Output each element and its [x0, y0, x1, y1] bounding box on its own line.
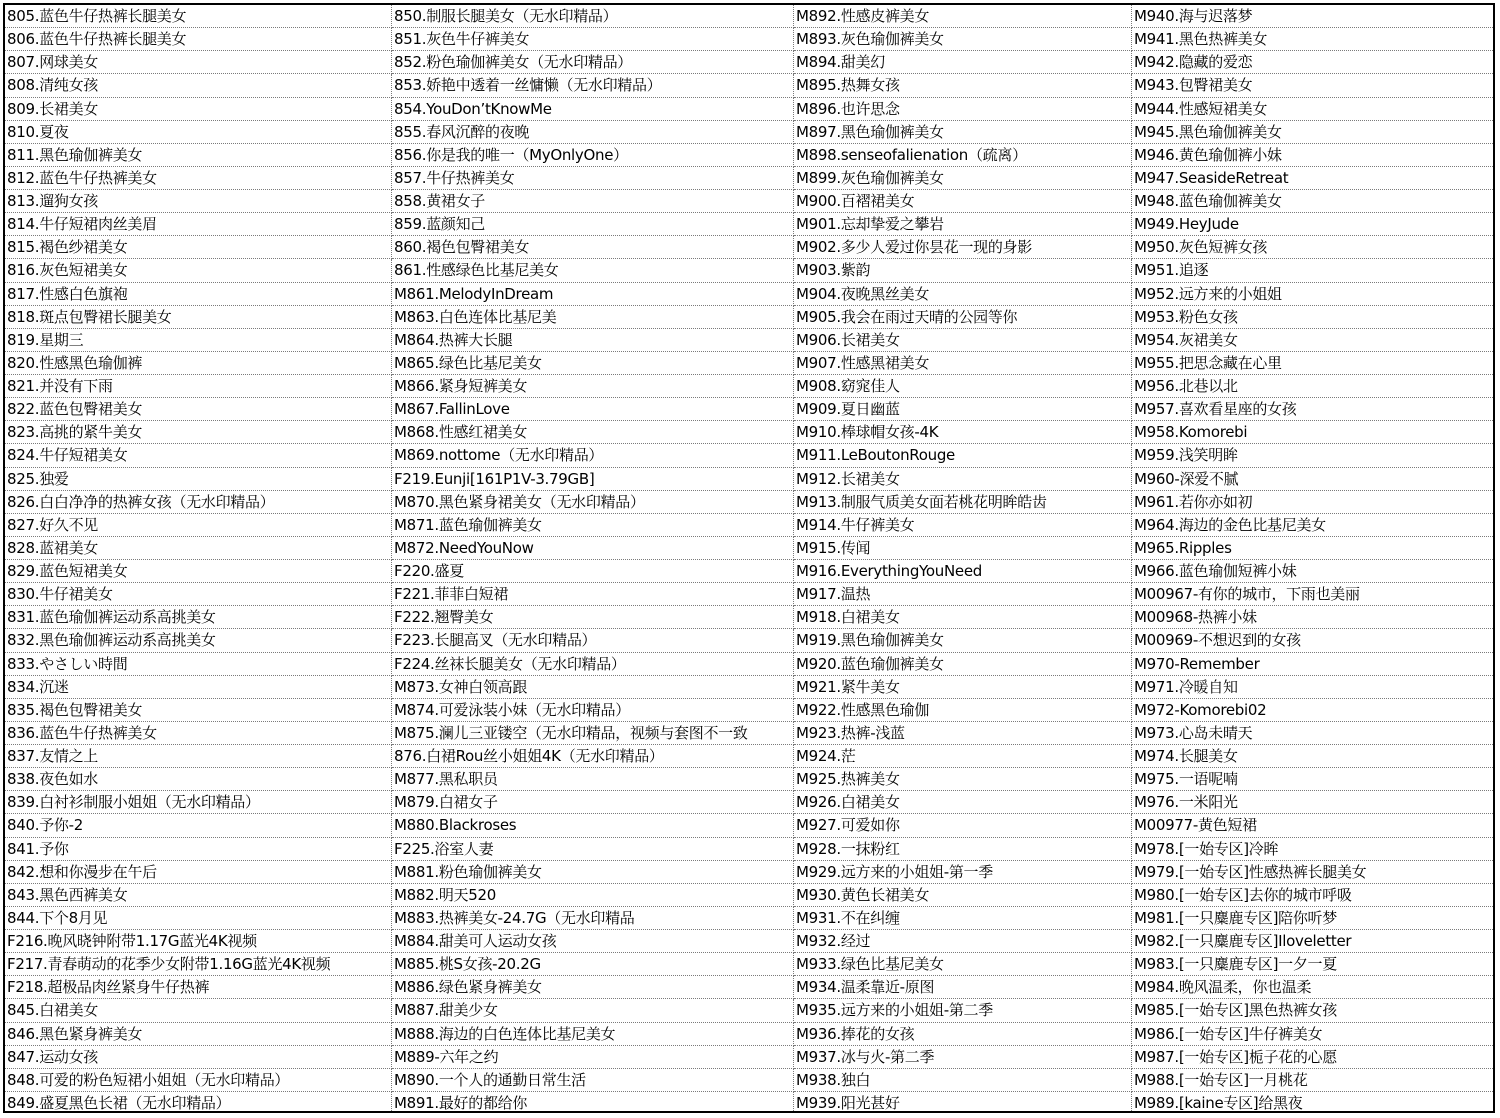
table-cell[interactable]: 827.好久不见 — [5, 514, 392, 537]
table-cell[interactable]: 807.网球美女 — [5, 51, 392, 74]
table-cell[interactable]: M981.[一只麋鹿专区]陪你听梦 — [1132, 907, 1493, 930]
table-cell[interactable]: M925.热裤美女 — [794, 768, 1132, 791]
table-cell[interactable]: M884.甜美可人运动女孩 — [392, 930, 794, 953]
table-cell[interactable]: M938.独白 — [794, 1069, 1132, 1092]
table-cell[interactable]: 850.制服长腿美女（无水印精品） — [392, 5, 794, 28]
table-cell[interactable]: M883.热裤美女-24.7G（无水印精品 — [392, 907, 794, 930]
table-cell[interactable]: 852.粉色瑜伽裤美女（无水印精品） — [392, 51, 794, 74]
table-cell[interactable]: M887.甜美少女 — [392, 999, 794, 1022]
table-cell[interactable]: M861.MelodyInDream — [392, 283, 794, 306]
table-cell[interactable]: M988.[一始专区]一月桃花 — [1132, 1069, 1493, 1092]
table-cell[interactable]: M966.蓝色瑜伽短裤小妹 — [1132, 560, 1493, 583]
table-cell[interactable]: M932.经过 — [794, 930, 1132, 953]
table-cell[interactable]: M917.温热 — [794, 583, 1132, 606]
table-cell[interactable]: M965.Ripples — [1132, 537, 1493, 560]
table-cell[interactable]: M902.多少人爱过你昙花一现的身影 — [794, 236, 1132, 259]
table-cell[interactable]: M872.NeedYouNow — [392, 537, 794, 560]
table-cell[interactable]: M00967-有你的城市，下雨也美丽 — [1132, 583, 1493, 606]
table-cell[interactable]: 825.独爱 — [5, 468, 392, 491]
table-cell[interactable]: M959.浅笑明眸 — [1132, 444, 1493, 467]
table-cell[interactable]: M904.夜晚黑丝美女 — [794, 283, 1132, 306]
table-cell[interactable]: M873.女神白领高跟 — [392, 676, 794, 699]
table-cell[interactable]: M927.可爱如你 — [794, 814, 1132, 837]
table-cell[interactable]: M984.晚风温柔，你也温柔 — [1132, 976, 1493, 999]
table-cell[interactable]: M912.长裙美女 — [794, 468, 1132, 491]
table-cell[interactable]: F218.超极品肉丝紧身牛仔热裤 — [5, 976, 392, 999]
table-cell[interactable]: M954.灰裙美女 — [1132, 329, 1493, 352]
table-cell[interactable]: M911.LeBoutonRouge — [794, 444, 1132, 467]
table-cell[interactable]: 838.夜色如水 — [5, 768, 392, 791]
table-cell[interactable]: M00968-热裤小妹 — [1132, 606, 1493, 629]
table-cell[interactable]: M975.一语呢喃 — [1132, 768, 1493, 791]
table-cell[interactable]: M944.性感短裙美女 — [1132, 98, 1493, 121]
table-cell[interactable]: 820.性感黑色瑜伽裤 — [5, 352, 392, 375]
table-cell[interactable]: M903.紫韵 — [794, 259, 1132, 282]
table-cell[interactable]: M956.北巷以北 — [1132, 375, 1493, 398]
table-cell[interactable]: M924.茫 — [794, 745, 1132, 768]
table-cell[interactable]: 861.性感绿色比基尼美女 — [392, 259, 794, 282]
table-cell[interactable]: M907.性感黑裙美女 — [794, 352, 1132, 375]
table-cell[interactable]: 815.褐色纱裙美女 — [5, 236, 392, 259]
table-cell[interactable]: 845.白裙美女 — [5, 999, 392, 1022]
table-cell[interactable]: M920.蓝色瑜伽裤美女 — [794, 653, 1132, 676]
table-cell[interactable]: 811.黑色瑜伽裤美女 — [5, 144, 392, 167]
table-cell[interactable]: M985.[一始专区]黑色热裤女孩 — [1132, 999, 1493, 1022]
table-cell[interactable]: M906.长裙美女 — [794, 329, 1132, 352]
table-cell[interactable]: 860.褐色包臀裙美女 — [392, 236, 794, 259]
table-cell[interactable]: 853.娇艳中透着一丝慵懒（无水印精品） — [392, 74, 794, 97]
table-cell[interactable]: M971.冷暖自知 — [1132, 676, 1493, 699]
table-cell[interactable]: 830.牛仔裙美女 — [5, 583, 392, 606]
table-cell[interactable]: M949.HeyJude — [1132, 213, 1493, 236]
table-cell[interactable]: 823.高挑的紧牛美女 — [5, 421, 392, 444]
table-cell[interactable]: M980.[一始专区]去你的城市呼吸 — [1132, 884, 1493, 907]
table-cell[interactable]: 806.蓝色牛仔热裤长腿美女 — [5, 28, 392, 51]
table-cell[interactable]: 833.やさしい時間 — [5, 653, 392, 676]
table-cell[interactable]: M957.喜欢看星座的女孩 — [1132, 398, 1493, 421]
table-cell[interactable]: M933.绿色比基尼美女 — [794, 953, 1132, 976]
table-cell[interactable]: M958.Komorebi — [1132, 421, 1493, 444]
table-cell[interactable]: M921.紧牛美女 — [794, 676, 1132, 699]
table-cell[interactable]: 857.牛仔热裤美女 — [392, 167, 794, 190]
table-cell[interactable]: M886.绿色紧身裤美女 — [392, 976, 794, 999]
table-cell[interactable]: M989.[kaine专区]给黑夜 — [1132, 1092, 1493, 1113]
table-cell[interactable]: M919.黑色瑜伽裤美女 — [794, 629, 1132, 652]
table-cell[interactable]: M979.[一始专区]性感热裤长腿美女 — [1132, 861, 1493, 884]
table-cell[interactable]: 856.你是我的唯一（MyOnlyOne） — [392, 144, 794, 167]
table-cell[interactable]: 812.蓝色牛仔热裤美女 — [5, 167, 392, 190]
table-cell[interactable]: M888.海边的白色连体比基尼美女 — [392, 1023, 794, 1046]
table-cell[interactable]: M930.黄色长裙美女 — [794, 884, 1132, 907]
table-cell[interactable]: 847.运动女孩 — [5, 1046, 392, 1069]
table-cell[interactable]: 829.蓝色短裙美女 — [5, 560, 392, 583]
table-cell[interactable]: M951.追逐 — [1132, 259, 1493, 282]
table-cell[interactable]: 842.想和你漫步在午后 — [5, 861, 392, 884]
table-cell[interactable]: M889-六年之约 — [392, 1046, 794, 1069]
table-cell[interactable]: M978.[一始专区]冷眸 — [1132, 838, 1493, 861]
table-cell[interactable]: M867.FallinLove — [392, 398, 794, 421]
table-cell[interactable]: M880.Blackroses — [392, 814, 794, 837]
table-cell[interactable]: M901.忘却挚爱之攀岩 — [794, 213, 1132, 236]
table-cell[interactable]: M953.粉色女孩 — [1132, 306, 1493, 329]
table-cell[interactable]: M898.senseofalienation（疏离） — [794, 144, 1132, 167]
table-cell[interactable]: M890.一个人的通勤日常生活 — [392, 1069, 794, 1092]
table-cell[interactable]: 876.白裙Rou丝小姐姐4K（无水印精品） — [392, 745, 794, 768]
table-cell[interactable]: M900.百褶裙美女 — [794, 190, 1132, 213]
table-cell[interactable]: 828.蓝裙美女 — [5, 537, 392, 560]
table-cell[interactable]: 839.白衬衫制服小姐姐（无水印精品） — [5, 791, 392, 814]
table-cell[interactable]: M882.明天520 — [392, 884, 794, 907]
table-cell[interactable]: F216.晚风晓钟附带1.17G蓝光4K视频 — [5, 930, 392, 953]
table-cell[interactable]: M960-深爱不腻 — [1132, 468, 1493, 491]
table-cell[interactable]: 851.灰色牛仔裤美女 — [392, 28, 794, 51]
table-cell[interactable]: M916.EverythingYouNeed — [794, 560, 1132, 583]
table-cell[interactable]: 819.星期三 — [5, 329, 392, 352]
table-cell[interactable]: M863.白色连体比基尼美 — [392, 306, 794, 329]
table-cell[interactable]: M976.一米阳光 — [1132, 791, 1493, 814]
table-cell[interactable]: M00969-不想迟到的女孩 — [1132, 629, 1493, 652]
table-cell[interactable]: F222.翘臀美女 — [392, 606, 794, 629]
table-cell[interactable]: 816.灰色短裙美女 — [5, 259, 392, 282]
table-cell[interactable]: M982.[一只麋鹿专区]Iloveletter — [1132, 930, 1493, 953]
table-cell[interactable]: 824.牛仔短裙美女 — [5, 444, 392, 467]
table-cell[interactable]: M941.黑色热裤美女 — [1132, 28, 1493, 51]
table-cell[interactable]: M885.桃S女孩-20.2G — [392, 953, 794, 976]
table-cell[interactable]: M864.热裤大长腿 — [392, 329, 794, 352]
table-cell[interactable]: M961.若你亦如初 — [1132, 491, 1493, 514]
table-cell[interactable]: 810.夏夜 — [5, 121, 392, 144]
table-cell[interactable]: 843.黑色西裤美女 — [5, 884, 392, 907]
table-cell[interactable]: M926.白裙美女 — [794, 791, 1132, 814]
table-cell[interactable]: M905.我会在雨过天晴的公园等你 — [794, 306, 1132, 329]
table-cell[interactable]: 818.斑点包臀裙长腿美女 — [5, 306, 392, 329]
table-cell[interactable]: 855.春风沉醉的夜晚 — [392, 121, 794, 144]
table-cell[interactable]: M910.棒球帽女孩-4K — [794, 421, 1132, 444]
table-cell[interactable]: M964.海边的金色比基尼美女 — [1132, 514, 1493, 537]
table-cell[interactable]: M871.蓝色瑜伽裤美女 — [392, 514, 794, 537]
table-cell[interactable]: 844.下个8月见 — [5, 907, 392, 930]
table-cell[interactable]: M972-Komorebi02 — [1132, 699, 1493, 722]
table-cell[interactable]: F217.青春萌动的花季少女附带1.16G蓝光4K视频 — [5, 953, 392, 976]
table-cell[interactable]: M945.黑色瑜伽裤美女 — [1132, 121, 1493, 144]
table-cell[interactable]: M939.阳光甚好 — [794, 1092, 1132, 1113]
table-cell[interactable]: 834.沉迷 — [5, 676, 392, 699]
table-cell[interactable]: M947.SeasideRetreat — [1132, 167, 1493, 190]
table-cell[interactable]: M897.黑色瑜伽裤美女 — [794, 121, 1132, 144]
table-cell[interactable]: M918.白裙美女 — [794, 606, 1132, 629]
table-cell[interactable]: M928.一抹粉红 — [794, 838, 1132, 861]
table-cell[interactable]: M955.把思念藏在心里 — [1132, 352, 1493, 375]
table-cell[interactable]: 805.蓝色牛仔热裤长腿美女 — [5, 5, 392, 28]
table-cell[interactable]: M896.也许思念 — [794, 98, 1132, 121]
table-cell[interactable]: F223.长腿高叉（无水印精品） — [392, 629, 794, 652]
table-cell[interactable]: M935.远方来的小姐姐-第二季 — [794, 999, 1132, 1022]
table-cell[interactable]: M881.粉色瑜伽裤美女 — [392, 861, 794, 884]
table-cell[interactable]: 809.长裙美女 — [5, 98, 392, 121]
table-cell[interactable]: M899.灰色瑜伽裤美女 — [794, 167, 1132, 190]
table-cell[interactable]: 814.牛仔短裙肉丝美眉 — [5, 213, 392, 236]
table-cell[interactable]: M908.窈窕佳人 — [794, 375, 1132, 398]
table-cell[interactable]: M952.远方来的小姐姐 — [1132, 283, 1493, 306]
table-cell[interactable]: 854.YouDon’tKnowMe — [392, 98, 794, 121]
table-cell[interactable]: M00977-黄色短裙 — [1132, 814, 1493, 837]
table-cell[interactable]: F224.丝袜长腿美女（无水印精品） — [392, 653, 794, 676]
table-cell[interactable]: M986.[一始专区]牛仔裤美女 — [1132, 1023, 1493, 1046]
table-cell[interactable]: M946.黄色瑜伽裤小妹 — [1132, 144, 1493, 167]
table-cell[interactable]: M894.甜美幻 — [794, 51, 1132, 74]
table-cell[interactable]: 831.蓝色瑜伽裤运动系高挑美女 — [5, 606, 392, 629]
table-cell[interactable]: M865.绿色比基尼美女 — [392, 352, 794, 375]
table-cell[interactable]: F220.盛夏 — [392, 560, 794, 583]
table-cell[interactable]: 859.蓝颜知己 — [392, 213, 794, 236]
table-cell[interactable]: M942.隐藏的爱恋 — [1132, 51, 1493, 74]
table-cell[interactable]: M943.包臀裙美女 — [1132, 74, 1493, 97]
table-cell[interactable]: 836.蓝色牛仔热裤美女 — [5, 722, 392, 745]
table-cell[interactable]: F221.菲菲白短裙 — [392, 583, 794, 606]
table-cell[interactable]: F225.浴室人妻 — [392, 838, 794, 861]
table-cell[interactable]: M940.海与迟落梦 — [1132, 5, 1493, 28]
table-cell[interactable]: 840.予你-2 — [5, 814, 392, 837]
table-cell[interactable]: 813.遛狗女孩 — [5, 190, 392, 213]
table-cell[interactable]: M922.性感黑色瑜伽 — [794, 699, 1132, 722]
table-cell[interactable]: M974.长腿美女 — [1132, 745, 1493, 768]
spreadsheet-grid — [3, 3, 1495, 1113]
table-cell[interactable]: M869.nottome（无水印精品） — [392, 444, 794, 467]
table-cell[interactable]: M909.夏日幽蓝 — [794, 398, 1132, 421]
table-cell[interactable]: M895.热舞女孩 — [794, 74, 1132, 97]
table-cell[interactable]: M987.[一始专区]栀子花的心愿 — [1132, 1046, 1493, 1069]
table-cell[interactable]: M970-Remember — [1132, 653, 1493, 676]
table-cell[interactable]: 832.黑色瑜伽裤运动系高挑美女 — [5, 629, 392, 652]
table-cell[interactable]: M891.最好的都给你 — [392, 1092, 794, 1113]
table-cell[interactable]: M931.不在纠缠 — [794, 907, 1132, 930]
table-cell[interactable]: M937.冰与火-第二季 — [794, 1046, 1132, 1069]
table-cell[interactable]: M948.蓝色瑜伽裤美女 — [1132, 190, 1493, 213]
table-cell[interactable]: M950.灰色短裤女孩 — [1132, 236, 1493, 259]
table-cell[interactable]: M868.性感红裙美女 — [392, 421, 794, 444]
table-cell[interactable]: 808.清纯女孩 — [5, 74, 392, 97]
table-cell[interactable]: 821.并没有下雨 — [5, 375, 392, 398]
table-cell[interactable]: 822.蓝色包臀裙美女 — [5, 398, 392, 421]
table-cell[interactable]: M923.热裤-浅蓝 — [794, 722, 1132, 745]
table-cell[interactable]: F219.Eunji[161P1V-3.79GB] — [392, 468, 794, 491]
table-cell[interactable]: M983.[一只麋鹿专区]一夕一夏 — [1132, 953, 1493, 976]
table-cell[interactable]: M893.灰色瑜伽裤美女 — [794, 28, 1132, 51]
table-cell[interactable]: M892.性感皮裤美女 — [794, 5, 1132, 28]
table-cell[interactable]: M914.牛仔裤美女 — [794, 514, 1132, 537]
table-cell[interactable]: M929.远方来的小姐姐-第一季 — [794, 861, 1132, 884]
table-cell[interactable]: 841.予你 — [5, 838, 392, 861]
table-cell[interactable]: M973.心岛未晴天 — [1132, 722, 1493, 745]
table-cell[interactable]: 817.性感白色旗袍 — [5, 283, 392, 306]
table-cell[interactable]: 835.褐色包臀裙美女 — [5, 699, 392, 722]
table-cell[interactable]: 848.可爱的粉色短裙小姐姐（无水印精品） — [5, 1069, 392, 1092]
table-cell[interactable]: M870.黑色紧身裙美女（无水印精品） — [392, 491, 794, 514]
table-cell[interactable]: M913.制服气质美女面若桃花明眸皓齿 — [794, 491, 1132, 514]
table-cell[interactable]: M879.白裙女子 — [392, 791, 794, 814]
table-cell[interactable]: M877.黑私职员 — [392, 768, 794, 791]
table-cell[interactable]: M866.紧身短裤美女 — [392, 375, 794, 398]
table-cell[interactable]: M875.澜儿三亚镂空（无水印精品，视频与套图不一致 — [392, 722, 794, 745]
table-cell[interactable]: 846.黑色紧身裤美女 — [5, 1023, 392, 1046]
table-cell[interactable]: M874.可爱泳装小妹（无水印精品） — [392, 699, 794, 722]
table-cell[interactable]: 837.友情之上 — [5, 745, 392, 768]
table-cell[interactable]: M936.捧花的女孩 — [794, 1023, 1132, 1046]
table-cell[interactable]: 826.白白净净的热裤女孩（无水印精品） — [5, 491, 392, 514]
table-cell[interactable]: 858.黄裙女子 — [392, 190, 794, 213]
table-cell[interactable]: 849.盛夏黑色长裙（无水印精品） — [5, 1092, 392, 1113]
table-cell[interactable]: M934.温柔靠近-原图 — [794, 976, 1132, 999]
table-cell[interactable]: M915.传闻 — [794, 537, 1132, 560]
